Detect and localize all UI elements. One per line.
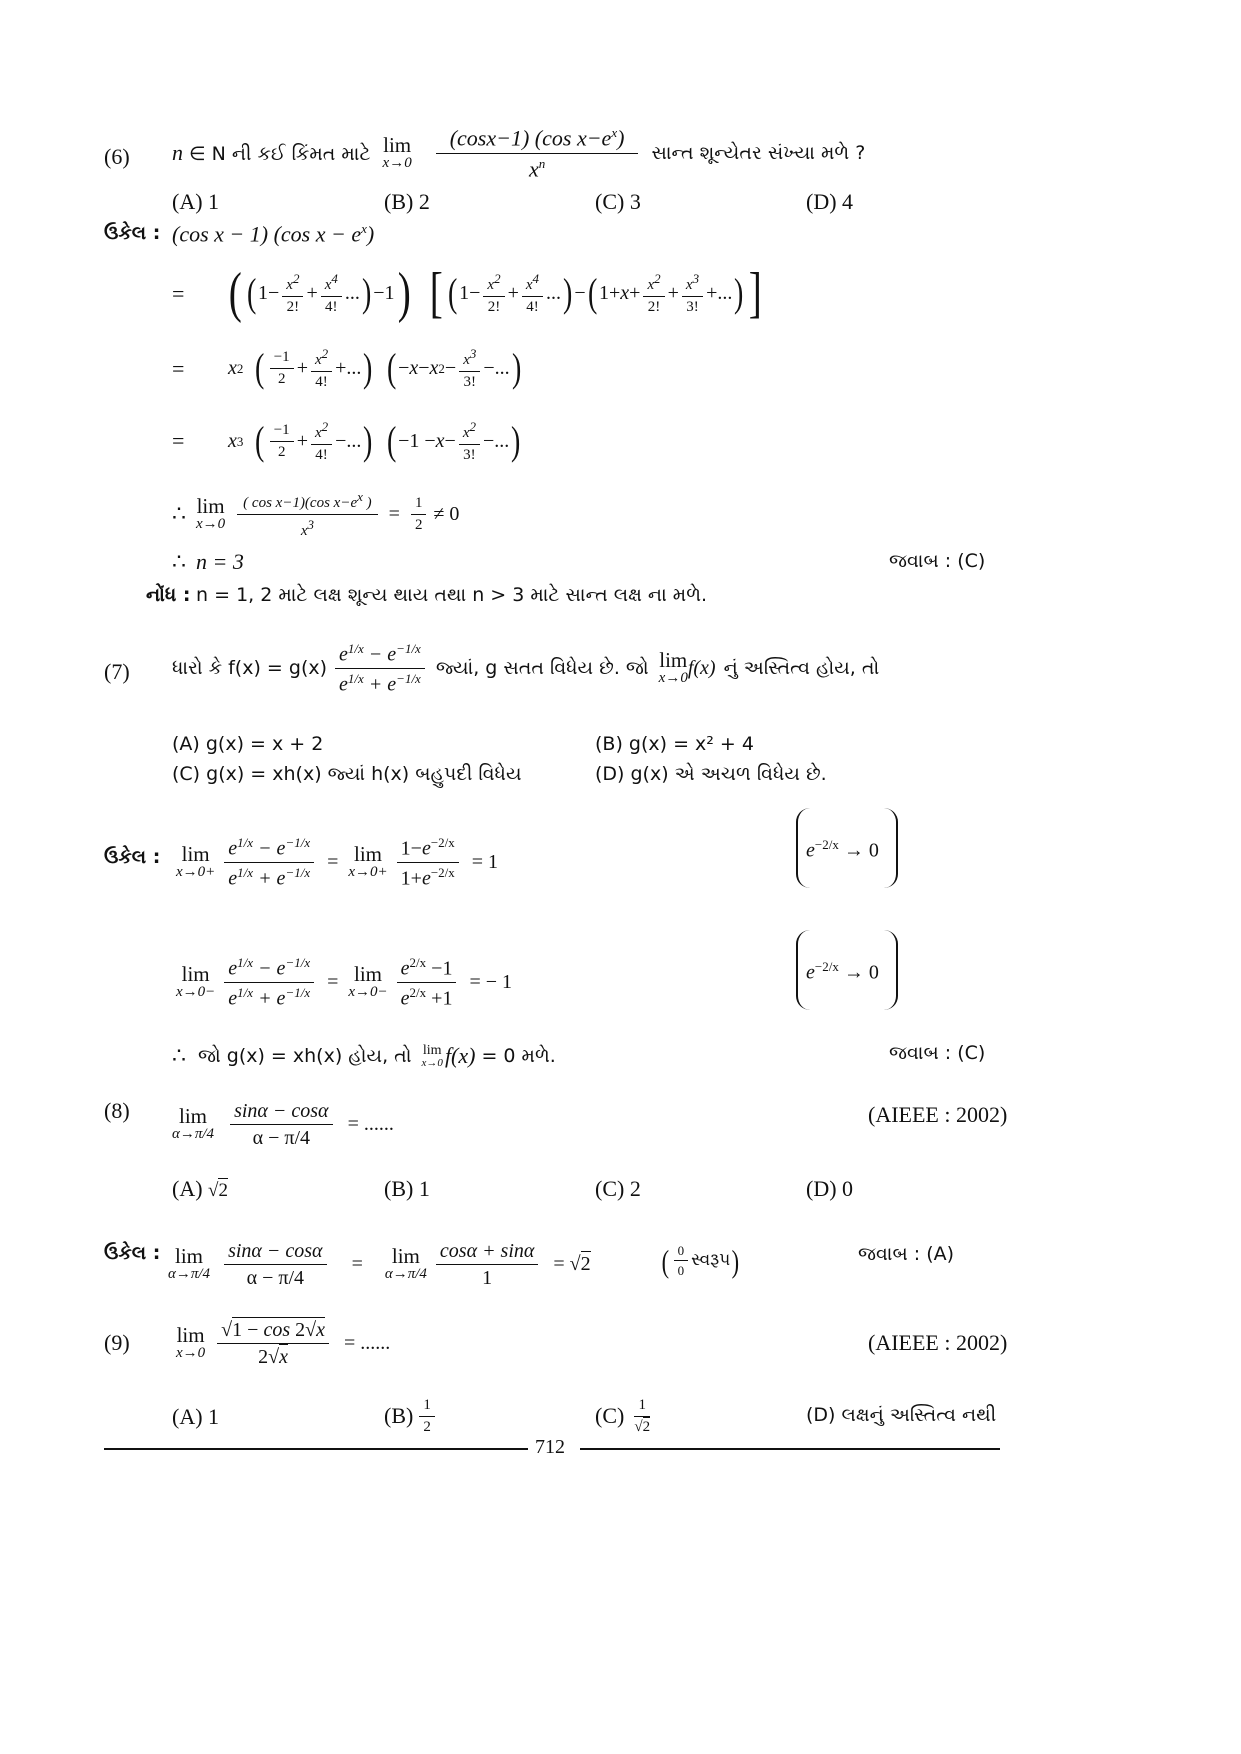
page-number: 712 — [535, 1436, 565, 1458]
q6-post-text: સાન્ત શૂન્યેતર સંખ્યા મળે ? — [651, 141, 866, 164]
footer-rule-left — [104, 1448, 528, 1450]
q8-solution-label: ઉકેલ : — [104, 1242, 161, 1264]
q6-note-text: n = 1, 2 માટે લક્ષ શૂન્ય થાય તથા n > 3 માટે સાન્ત લક્ષ ના મળે. — [196, 584, 708, 606]
q7-number: (7) — [104, 659, 130, 684]
q6-option-b: (B) 2 — [384, 189, 430, 214]
q7-right-note: $e^{-2/x} \to 0$ — [806, 837, 879, 862]
q7-option-c: (C) g(x) = xh(x) જ્યાં h(x) બહુપદી વિધેય — [172, 763, 522, 785]
q6-step1: ( ( 1− $\frac{x^2}{2!}$ + $\frac{x^4}{4!}$ ... ) −1 ) [ ( 1− $\frac{x^2}{2!}$ + $\frac{x^4}{4!}$ ... ) − ( 1+ x + $\frac{x^2}{2!}$ + $\frac{x^3}{3!}$ +... ) ] — [228, 262, 762, 324]
q6-fraction: $\frac{(\cos x-1) (\cos x-e^x)}{x^n}$ — [436, 126, 639, 181]
q9-source: (AIEEE : 2002) — [868, 1330, 1008, 1355]
q7-conclusion-text: જો g(x) = xh(x) હોય, તો — [198, 1044, 412, 1067]
q6-answer: જવાબ : (C) — [889, 550, 986, 572]
q6-number: (6) — [104, 144, 130, 169]
q6-step3-eq: = — [172, 428, 185, 453]
q8-form-note: ( $\frac{0}{0}$ સ્વરૂપ ) — [661, 1242, 740, 1279]
q6-therefore-n: ∴ n = 3 — [172, 549, 244, 574]
q9-option-b: (B) $\frac{1}{2}$ — [384, 1396, 438, 1436]
q6-pre-text: n ∈ N ની કઈ કિંમત માટે — [172, 140, 371, 165]
q6-option-a: (A) 1 — [172, 189, 220, 214]
q6-step1-eq: = — [172, 281, 185, 306]
q6-solution-line1: (cos x − 1) (cos $x - e^x$) — [172, 221, 375, 247]
q9-option-c: (C) $\frac{1}{√2}$ — [595, 1396, 651, 1435]
footer-rule-right — [580, 1448, 1000, 1450]
q9-number: (9) — [104, 1330, 130, 1355]
q7-post-text2: નું અસ્તિત્વ હોય, તો — [723, 656, 880, 679]
q7-post-text: જ્યાં, g સતત વિધેય છે. જો — [435, 656, 649, 679]
q8-answer: જવાબ : (A) — [858, 1243, 955, 1265]
q7-option-d: (D) g(x) એ અચળ વિધેય છે. — [595, 763, 827, 785]
q7-left-note: $e^{-2/x} \to 0$ — [806, 959, 879, 984]
q6-step2-eq: = — [172, 356, 185, 381]
q6-option-d: (D) 4 — [806, 189, 854, 214]
q6-step3: x 3 ( $\frac{-1}{2}$ + $\frac{x^2}{4!}$ −... ) ( −1 − x − $\frac{x^2}{3!}$ −... ) — [228, 418, 521, 463]
q7-question: ધારો કે f(x) = g(x) $\frac{e^{1/x} - e^{-1/x}}{e^{1/x} + e^{-1/x}}$ જ્યાં, g સતત વિધેય છે. જો lim x→0 f(x) નું અસ્તિત્વ હોય, તો — [172, 640, 880, 696]
q7-option-a: (A) g(x) = x + 2 — [172, 733, 324, 755]
q7-conclusion-text2: = 0 મળે. — [481, 1044, 556, 1067]
q7-answer: જવાબ : (C) — [889, 1042, 986, 1064]
q6-option-c: (C) 3 — [595, 189, 641, 214]
q7-conclusion: ∴ જો g(x) = xh(x) હોય, તો lim x→0 f(x) = 0 મળે. — [172, 1042, 556, 1069]
q9-option-a: (A) 1 — [172, 1404, 220, 1429]
q7-option-b: (B) g(x) = x² + 4 — [595, 733, 754, 755]
q6-solution-label: ઉકેલ : — [104, 222, 161, 244]
q6-note-label: નોંધ : — [146, 584, 191, 606]
q6-step2: x 2 ( $\frac{-1}{2}$ + $\frac{x^2}{4!}$ +... ) ( − x − x 2 − $\frac{x^3}{3!}$ −... ) — [228, 345, 521, 390]
q8-option-d: (D) 0 — [806, 1176, 854, 1201]
q8-option-c: (C) 2 — [595, 1176, 641, 1201]
q7-left-limit: lim x→0− $\frac{e^{1/x} - e^{-1/x}}{e^{1/x} + e^{-1/x}}$ = lim x→0− $\frac{e^{2/x} -1}{e^{2/x} +1}$ = − 1 — [176, 954, 513, 1010]
q6-therefore-lim: ∴ lim x→0 $\frac{( \cos x-1)(\cos x-e^x )}{x^3}$ = $\frac{1}{2}$ ≠ 0 — [172, 488, 460, 539]
q6-lim: lim x→0 — [382, 133, 412, 171]
q8-option-a: (A) √2 — [172, 1176, 228, 1201]
q6-note — [146, 583, 707, 605]
q8-source: (AIEEE : 2002) — [868, 1102, 1008, 1127]
q8-option-b: (B) 1 — [384, 1176, 430, 1201]
q7-solution-label: ઉકેલ : — [104, 846, 161, 868]
q9-question: lim x→0 $\frac{√1 - \cos 2√x}{2√x}$ = ...... — [176, 1318, 391, 1368]
q9-option-d: (D) લક્ષનું અસ્તિત્વ નથી — [806, 1404, 997, 1426]
q6-question — [172, 118, 865, 188]
q8-number: (8) — [104, 1098, 130, 1123]
q8-solution: lim α→π/4 $\frac{\sin\alpha - \cos\alpha}{\alpha - \pi/4}$ = lim α→π/4 $\frac{\cos\alpha + \sin\alpha}{1}$ = √2 — [168, 1239, 591, 1289]
q7-right-limit: lim x→0+ $\frac{e^{1/x} - e^{-1/x}}{e^{1/x} + e^{-1/x}}$ = lim x→0+ $\frac{1-e^{-2/x}}{1+e^{-2/x}}$ = 1 — [176, 834, 499, 890]
q7-pre-text: ધારો કે f(x) = g(x) — [172, 656, 328, 679]
q8-question: lim α→π/4 $\frac{\sin\alpha - \cos\alpha}{\alpha - \pi/4}$ = ...... — [172, 1099, 394, 1149]
